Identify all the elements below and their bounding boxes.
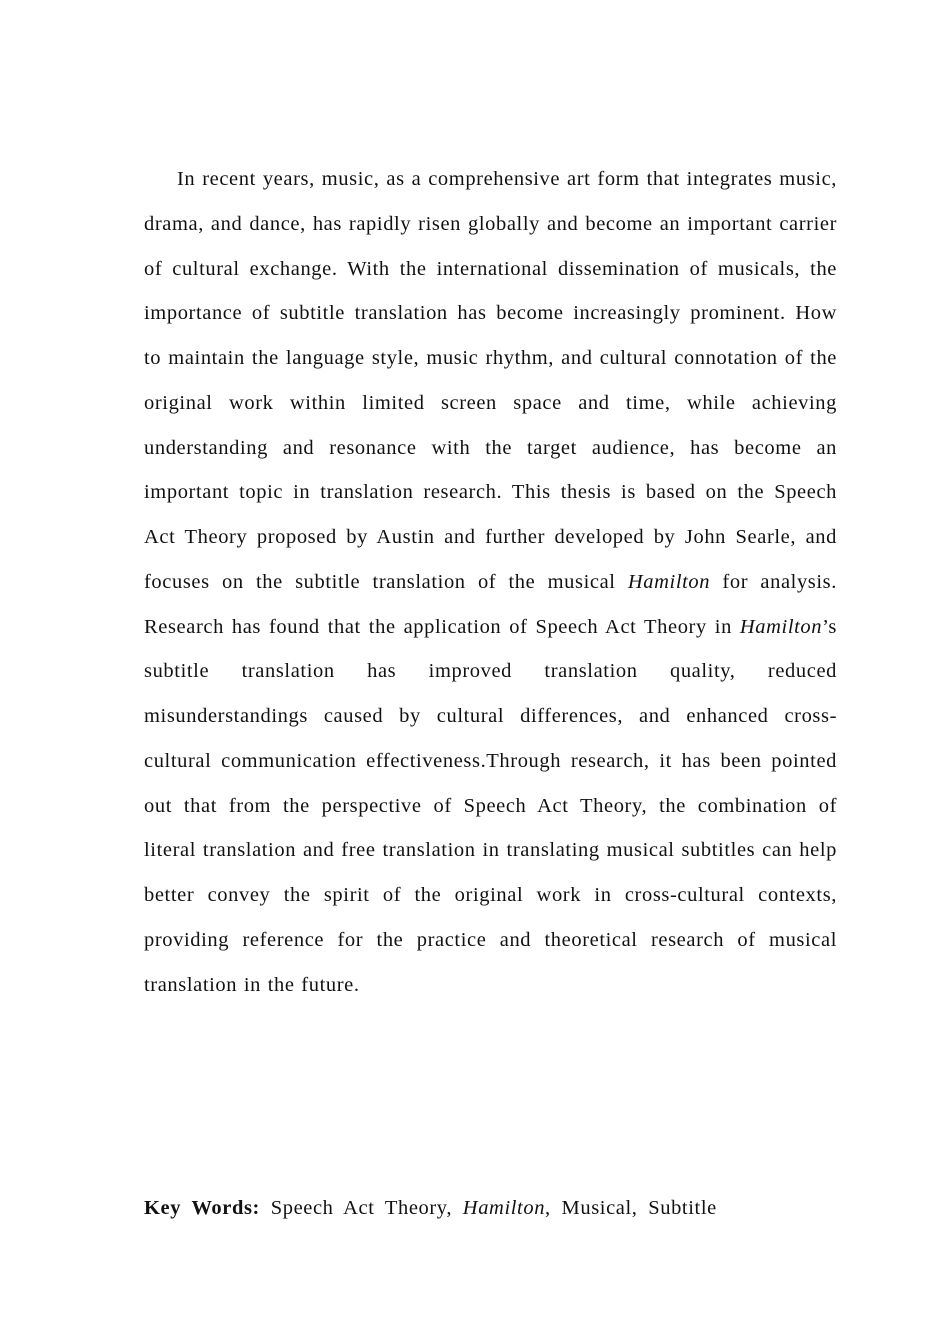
keyword-musical: Musical, <box>561 1197 638 1219</box>
keyword-speech-act-theory: Speech Act Theory, <box>270 1197 453 1219</box>
keyword-subtitle: Subtitle <box>648 1197 717 1219</box>
abstract-text-1: In recent years, music, as a comprehensive art form that integrates music, drama, and dance, has rapidly risen globally and become an important carrier of cultural exchange. With the international dissemination of musicals, the importance of subtitle translation has become increasingly prominent. How to maintain the language style, music rhythm, and cultural connotation of the original work within limited screen space and time, while achieving understanding and resonance with the target audience, has become an important topic in translation research. This thesis is based on the Speech Act Theory proposed by Austin and further developed by John Searle, and focuses on the subtitle translation of the musical <box>144 168 837 593</box>
abstract-paragraph <box>144 157 837 1007</box>
keyword-separator: , <box>545 1197 551 1219</box>
abstract-title-hamilton-1: Hamilton <box>627 570 711 593</box>
abstract-title-hamilton-2: Hamilton <box>739 615 823 638</box>
abstract-text-3: ’s subtitle translation has improved translation quality, reduced misunderstandings caused by cultural differences, and enhanced cross-cultural communication effectiveness.Through research, it has been pointed out that from the perspective of Speech Act Theory, the combination of literal translation and free translation in translating musical subtitles can help better convey the spirit of the original work in cross-cultural contexts, providing reference for the practice and theoretical research of musical translation in the future. <box>144 615 837 996</box>
keywords-label: Key Words: <box>144 1197 260 1219</box>
keywords-line <box>144 1186 837 1230</box>
keyword-hamilton: Hamilton <box>462 1197 546 1219</box>
abstract-text-2: for analysis. Research has found that the application of Speech Act Theory in <box>144 570 837 638</box>
